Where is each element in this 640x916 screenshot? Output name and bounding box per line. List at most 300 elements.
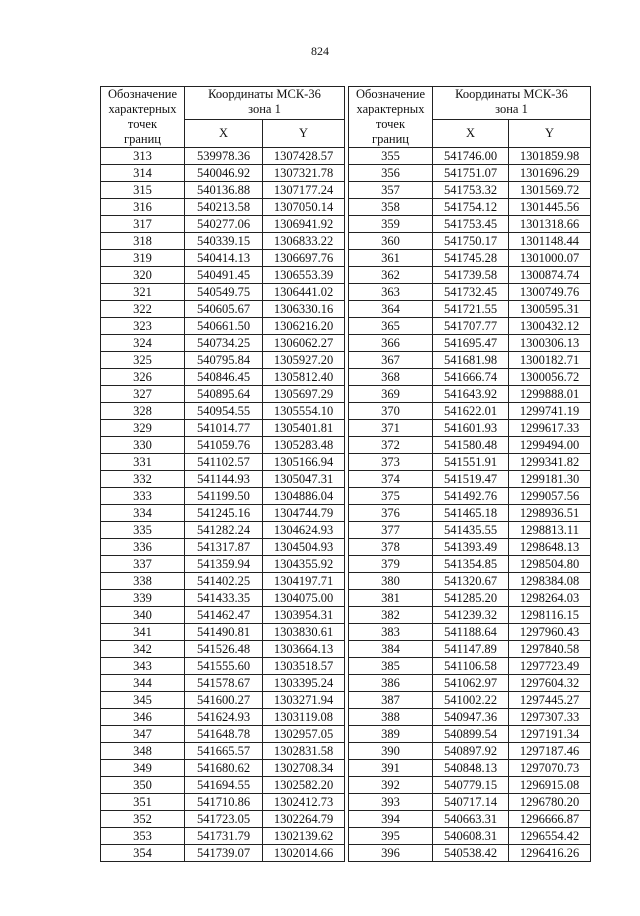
table-row: [101, 675, 345, 692]
x-column-header: X: [185, 119, 263, 147]
point-number-cell: 368: [349, 369, 433, 386]
table-row: [349, 352, 591, 369]
table-row: [349, 335, 591, 352]
table-row: [349, 590, 591, 607]
table-row: [349, 709, 591, 726]
table-row: [349, 777, 591, 794]
x-coordinate-cell: 541551.91: [433, 454, 509, 471]
y-coordinate-cell: 1307321.78: [263, 165, 345, 182]
point-number-cell: 320: [101, 267, 185, 284]
x-coordinate-cell: 541723.05: [185, 811, 263, 828]
y-coordinate-cell: 1297445.27: [509, 692, 591, 709]
point-number-cell: 335: [101, 522, 185, 539]
y-coordinate-cell: 1296416.26: [509, 845, 591, 862]
y-coordinate-cell: 1297070.73: [509, 760, 591, 777]
point-header-line: границ: [372, 132, 409, 146]
table-row: [101, 845, 345, 862]
x-coordinate-cell: 541492.76: [433, 488, 509, 505]
table-row: [101, 318, 345, 335]
table-row: [101, 607, 345, 624]
table-row: [101, 692, 345, 709]
y-coordinate-cell: 1304197.71: [263, 573, 345, 590]
point-number-cell: 360: [349, 233, 433, 250]
y-coordinate-cell: 1305283.48: [263, 437, 345, 454]
point-number-cell: 342: [101, 641, 185, 658]
y-coordinate-cell: 1300182.71: [509, 352, 591, 369]
y-coordinate-cell: 1297187.46: [509, 743, 591, 760]
table-row: [349, 318, 591, 335]
y-coordinate-cell: 1296915.08: [509, 777, 591, 794]
y-coordinate-cell: 1305927.20: [263, 352, 345, 369]
y-coordinate-cell: 1302831.58: [263, 743, 345, 760]
y-coordinate-cell: 1297604.32: [509, 675, 591, 692]
x-coordinate-cell: 541188.64: [433, 624, 509, 641]
point-number-cell: 393: [349, 794, 433, 811]
x-coordinate-cell: 540339.15: [185, 233, 263, 250]
table-row: [349, 675, 591, 692]
y-coordinate-cell: 1300056.72: [509, 369, 591, 386]
table-row: [101, 488, 345, 505]
point-number-cell: 324: [101, 335, 185, 352]
x-coordinate-cell: 541751.07: [433, 165, 509, 182]
point-number-cell: 390: [349, 743, 433, 760]
table-row: [101, 471, 345, 488]
x-coordinate-cell: 541317.87: [185, 539, 263, 556]
point-number-cell: 347: [101, 726, 185, 743]
y-coordinate-cell: 1306697.76: [263, 250, 345, 267]
y-coordinate-cell: 1299057.56: [509, 488, 591, 505]
x-coordinate-cell: 541710.86: [185, 794, 263, 811]
table-row: [101, 369, 345, 386]
point-number-cell: 350: [101, 777, 185, 794]
coordinates-table-right: [348, 86, 591, 862]
point-number-cell: 333: [101, 488, 185, 505]
point-column-header: [101, 87, 185, 148]
point-number-cell: 388: [349, 709, 433, 726]
point-number-cell: 329: [101, 420, 185, 437]
table-row: [349, 760, 591, 777]
x-coordinate-cell: 541402.25: [185, 573, 263, 590]
y-coordinate-cell: 1297723.49: [509, 658, 591, 675]
y-coordinate-cell: 1298384.08: [509, 573, 591, 590]
point-number-cell: 344: [101, 675, 185, 692]
x-coordinate-cell: 541433.35: [185, 590, 263, 607]
y-column-header: Y: [509, 119, 591, 147]
point-number-cell: 382: [349, 607, 433, 624]
point-number-cell: 330: [101, 437, 185, 454]
y-coordinate-cell: 1301445.56: [509, 199, 591, 216]
table-body-left: [101, 148, 345, 862]
y-coordinate-cell: 1302139.62: [263, 828, 345, 845]
table-row: [349, 420, 591, 437]
y-coordinate-cell: 1298936.51: [509, 505, 591, 522]
y-coordinate-cell: 1301000.07: [509, 250, 591, 267]
y-coordinate-cell: 1306553.39: [263, 267, 345, 284]
point-number-cell: 380: [349, 573, 433, 590]
x-coordinate-cell: 541147.89: [433, 641, 509, 658]
point-number-cell: 379: [349, 556, 433, 573]
x-coordinate-cell: 541526.48: [185, 641, 263, 658]
table-row: [349, 233, 591, 250]
x-coordinate-cell: 541648.78: [185, 726, 263, 743]
coord-header-line: зона 1: [248, 102, 281, 116]
point-number-cell: 313: [101, 148, 185, 165]
table-row: [349, 488, 591, 505]
table-row: [101, 233, 345, 250]
table-row: [349, 845, 591, 862]
y-coordinate-cell: 1302264.79: [263, 811, 345, 828]
table-row: [349, 692, 591, 709]
y-column-header: Y: [263, 119, 345, 147]
table-row: [101, 267, 345, 284]
x-coordinate-cell: 541393.49: [433, 539, 509, 556]
table-row: [349, 250, 591, 267]
x-coordinate-cell: 540213.58: [185, 199, 263, 216]
x-coordinate-cell: 541555.60: [185, 658, 263, 675]
x-coordinate-cell: 540663.31: [433, 811, 509, 828]
y-coordinate-cell: 1298504.80: [509, 556, 591, 573]
y-coordinate-cell: 1301696.29: [509, 165, 591, 182]
y-coordinate-cell: 1305401.81: [263, 420, 345, 437]
y-coordinate-cell: 1302582.20: [263, 777, 345, 794]
point-number-cell: 323: [101, 318, 185, 335]
table-row: [349, 573, 591, 590]
table-row: [349, 556, 591, 573]
x-coordinate-cell: 540899.54: [433, 726, 509, 743]
table-row: [349, 216, 591, 233]
x-coordinate-cell: 541732.45: [433, 284, 509, 301]
table-row: [349, 284, 591, 301]
y-coordinate-cell: 1303830.61: [263, 624, 345, 641]
x-coordinate-cell: 541580.48: [433, 437, 509, 454]
table-row: [101, 284, 345, 301]
table-row: [101, 709, 345, 726]
point-number-cell: 371: [349, 420, 433, 437]
y-coordinate-cell: 1306833.22: [263, 233, 345, 250]
coord-header-line: Координаты МСК-36: [455, 87, 568, 101]
x-coordinate-cell: 541601.93: [433, 420, 509, 437]
point-number-cell: 366: [349, 335, 433, 352]
table-row: [101, 301, 345, 318]
point-number-cell: 356: [349, 165, 433, 182]
point-number-cell: 385: [349, 658, 433, 675]
y-coordinate-cell: 1300595.31: [509, 301, 591, 318]
y-coordinate-cell: 1306941.92: [263, 216, 345, 233]
x-coordinate-cell: 541199.50: [185, 488, 263, 505]
y-coordinate-cell: 1304886.04: [263, 488, 345, 505]
table-row: [349, 182, 591, 199]
x-coordinate-cell: 541753.32: [433, 182, 509, 199]
page-number: 824: [311, 44, 329, 58]
point-column-header: [349, 87, 433, 148]
table-row: [101, 437, 345, 454]
point-number-cell: 375: [349, 488, 433, 505]
x-coordinate-cell: 540414.13: [185, 250, 263, 267]
x-coordinate-cell: 541745.28: [433, 250, 509, 267]
x-coordinate-cell: 540846.45: [185, 369, 263, 386]
y-coordinate-cell: 1298264.03: [509, 590, 591, 607]
y-coordinate-cell: 1301859.98: [509, 148, 591, 165]
point-number-cell: 346: [101, 709, 185, 726]
x-coordinate-cell: 541354.85: [433, 556, 509, 573]
x-coordinate-cell: 541694.55: [185, 777, 263, 794]
table-row: [349, 794, 591, 811]
x-coordinate-cell: 540947.36: [433, 709, 509, 726]
table-row: [101, 794, 345, 811]
table-row: [349, 522, 591, 539]
point-number-cell: 325: [101, 352, 185, 369]
table-row: [349, 267, 591, 284]
table-row: [349, 471, 591, 488]
point-number-cell: 362: [349, 267, 433, 284]
y-coordinate-cell: 1303954.31: [263, 607, 345, 624]
point-number-cell: 363: [349, 284, 433, 301]
table-row: [101, 522, 345, 539]
x-coordinate-cell: 541282.24: [185, 522, 263, 539]
x-coordinate-cell: 539978.36: [185, 148, 263, 165]
point-number-cell: 384: [349, 641, 433, 658]
x-coordinate-cell: 541665.57: [185, 743, 263, 760]
table-row: [101, 335, 345, 352]
x-coordinate-cell: 541102.57: [185, 454, 263, 471]
point-number-cell: 334: [101, 505, 185, 522]
point-number-cell: 372: [349, 437, 433, 454]
table-row: [101, 386, 345, 403]
point-number-cell: 338: [101, 573, 185, 590]
table-row: [101, 760, 345, 777]
x-coordinate-cell: 540491.45: [185, 267, 263, 284]
point-header-line: Обозначение: [355, 87, 426, 101]
point-number-cell: 373: [349, 454, 433, 471]
x-coordinate-cell: 540954.55: [185, 403, 263, 420]
x-coordinate-cell: 541465.18: [433, 505, 509, 522]
point-number-cell: 319: [101, 250, 185, 267]
table-row: [101, 403, 345, 420]
y-coordinate-cell: 1304075.00: [263, 590, 345, 607]
table-row: [101, 148, 345, 165]
table-row: [101, 352, 345, 369]
coord-header-line: Координаты МСК-36: [208, 87, 321, 101]
table-row: [349, 505, 591, 522]
x-coordinate-cell: 540608.31: [433, 828, 509, 845]
point-number-cell: 321: [101, 284, 185, 301]
table-row: [101, 590, 345, 607]
y-coordinate-cell: 1300749.76: [509, 284, 591, 301]
point-number-cell: 359: [349, 216, 433, 233]
x-coordinate-cell: 541600.27: [185, 692, 263, 709]
table-row: [349, 743, 591, 760]
table-row: [101, 216, 345, 233]
table-row: [101, 556, 345, 573]
point-header-line: характерных: [356, 102, 425, 116]
point-number-cell: 331: [101, 454, 185, 471]
table-row: [349, 624, 591, 641]
y-coordinate-cell: 1296554.42: [509, 828, 591, 845]
point-number-cell: 377: [349, 522, 433, 539]
y-coordinate-cell: 1300874.74: [509, 267, 591, 284]
y-coordinate-cell: 1301148.44: [509, 233, 591, 250]
table-row: [101, 539, 345, 556]
table-row: [101, 165, 345, 182]
y-coordinate-cell: 1304504.93: [263, 539, 345, 556]
y-coordinate-cell: 1303271.94: [263, 692, 345, 709]
table-row: [101, 726, 345, 743]
point-number-cell: 341: [101, 624, 185, 641]
x-coordinate-cell: 540717.14: [433, 794, 509, 811]
point-number-cell: 340: [101, 607, 185, 624]
coordinates-header: [185, 87, 345, 120]
coord-header-line: зона 1: [495, 102, 528, 116]
point-number-cell: 365: [349, 318, 433, 335]
table-row: [349, 437, 591, 454]
x-coordinate-cell: 540897.92: [433, 743, 509, 760]
y-coordinate-cell: 1302708.34: [263, 760, 345, 777]
point-number-cell: 367: [349, 352, 433, 369]
point-header-line: Обозначение: [107, 87, 178, 101]
point-number-cell: 361: [349, 250, 433, 267]
point-number-cell: 345: [101, 692, 185, 709]
table-row: [349, 828, 591, 845]
table-row: [101, 777, 345, 794]
y-coordinate-cell: 1300306.13: [509, 335, 591, 352]
point-number-cell: 328: [101, 403, 185, 420]
x-coordinate-cell: 541622.01: [433, 403, 509, 420]
point-header-line: точек: [127, 117, 158, 131]
y-coordinate-cell: 1307428.57: [263, 148, 345, 165]
table-row: [101, 420, 345, 437]
point-number-cell: 364: [349, 301, 433, 318]
point-number-cell: 343: [101, 658, 185, 675]
table-body-right: [349, 148, 591, 862]
point-number-cell: 315: [101, 182, 185, 199]
point-header-line: границ: [124, 132, 161, 146]
table-row: [101, 641, 345, 658]
point-number-cell: 394: [349, 811, 433, 828]
y-coordinate-cell: 1305812.40: [263, 369, 345, 386]
point-header-line: характерных: [108, 102, 177, 116]
x-coordinate-cell: 541106.58: [433, 658, 509, 675]
x-coordinate-cell: 541750.17: [433, 233, 509, 250]
point-number-cell: 316: [101, 199, 185, 216]
y-coordinate-cell: 1299494.00: [509, 437, 591, 454]
x-coordinate-cell: 541059.76: [185, 437, 263, 454]
y-coordinate-cell: 1298116.15: [509, 607, 591, 624]
point-number-cell: 381: [349, 590, 433, 607]
table-row: [349, 165, 591, 182]
y-coordinate-cell: 1297307.33: [509, 709, 591, 726]
x-coordinate-cell: 540046.92: [185, 165, 263, 182]
x-coordinate-cell: 541739.58: [433, 267, 509, 284]
point-number-cell: 396: [349, 845, 433, 862]
x-coordinate-cell: 541681.98: [433, 352, 509, 369]
y-coordinate-cell: 1304355.92: [263, 556, 345, 573]
point-number-cell: 357: [349, 182, 433, 199]
point-number-cell: 326: [101, 369, 185, 386]
y-coordinate-cell: 1304744.79: [263, 505, 345, 522]
y-coordinate-cell: 1306330.16: [263, 301, 345, 318]
table-row: [349, 301, 591, 318]
y-coordinate-cell: 1305554.10: [263, 403, 345, 420]
point-number-cell: 314: [101, 165, 185, 182]
y-coordinate-cell: 1303395.24: [263, 675, 345, 692]
table-row: [349, 658, 591, 675]
y-coordinate-cell: 1296780.20: [509, 794, 591, 811]
y-coordinate-cell: 1306216.20: [263, 318, 345, 335]
point-number-cell: 374: [349, 471, 433, 488]
x-coordinate-cell: 541490.81: [185, 624, 263, 641]
point-number-cell: 386: [349, 675, 433, 692]
x-coordinate-cell: 541695.47: [433, 335, 509, 352]
table-row: [349, 811, 591, 828]
x-coordinate-cell: 541144.93: [185, 471, 263, 488]
table-row: [101, 250, 345, 267]
table-row: [101, 828, 345, 845]
x-coordinate-cell: 541062.97: [433, 675, 509, 692]
y-coordinate-cell: 1299617.33: [509, 420, 591, 437]
y-coordinate-cell: 1299181.30: [509, 471, 591, 488]
table-row: [101, 505, 345, 522]
y-coordinate-cell: 1302014.66: [263, 845, 345, 862]
x-coordinate-cell: 541014.77: [185, 420, 263, 437]
table-row: [101, 573, 345, 590]
x-coordinate-cell: 541721.55: [433, 301, 509, 318]
x-coordinate-cell: 541746.00: [433, 148, 509, 165]
x-coordinate-cell: 541739.07: [185, 845, 263, 862]
table-row: [349, 148, 591, 165]
x-coordinate-cell: 541002.22: [433, 692, 509, 709]
x-coordinate-cell: 540734.25: [185, 335, 263, 352]
x-coordinate-cell: 541519.47: [433, 471, 509, 488]
table-row: [349, 386, 591, 403]
y-coordinate-cell: 1296666.87: [509, 811, 591, 828]
x-coordinate-cell: 541462.47: [185, 607, 263, 624]
point-number-cell: 395: [349, 828, 433, 845]
y-coordinate-cell: 1306062.27: [263, 335, 345, 352]
y-coordinate-cell: 1301318.66: [509, 216, 591, 233]
point-number-cell: 348: [101, 743, 185, 760]
point-number-cell: 369: [349, 386, 433, 403]
y-coordinate-cell: 1306441.02: [263, 284, 345, 301]
x-coordinate-cell: 541359.94: [185, 556, 263, 573]
point-number-cell: 327: [101, 386, 185, 403]
table-row: [349, 539, 591, 556]
x-coordinate-cell: 540895.64: [185, 386, 263, 403]
point-number-cell: 322: [101, 301, 185, 318]
x-coordinate-cell: 541643.92: [433, 386, 509, 403]
y-coordinate-cell: 1307050.14: [263, 199, 345, 216]
table-row: [101, 454, 345, 471]
y-coordinate-cell: 1297191.34: [509, 726, 591, 743]
table-row: [101, 743, 345, 760]
point-number-cell: 337: [101, 556, 185, 573]
x-coordinate-cell: 540538.42: [433, 845, 509, 862]
x-coordinate-cell: 541754.12: [433, 199, 509, 216]
point-number-cell: 339: [101, 590, 185, 607]
y-coordinate-cell: 1298813.11: [509, 522, 591, 539]
point-number-cell: 318: [101, 233, 185, 250]
y-coordinate-cell: 1297840.58: [509, 641, 591, 658]
x-coordinate-cell: 540136.88: [185, 182, 263, 199]
point-number-cell: 383: [349, 624, 433, 641]
table-row: [101, 658, 345, 675]
x-coordinate-cell: 541245.16: [185, 505, 263, 522]
x-coordinate-cell: 541666.74: [433, 369, 509, 386]
y-coordinate-cell: 1299741.19: [509, 403, 591, 420]
x-coordinate-cell: 540605.67: [185, 301, 263, 318]
table-row: [101, 811, 345, 828]
x-coordinate-cell: 541680.62: [185, 760, 263, 777]
y-coordinate-cell: 1302957.05: [263, 726, 345, 743]
